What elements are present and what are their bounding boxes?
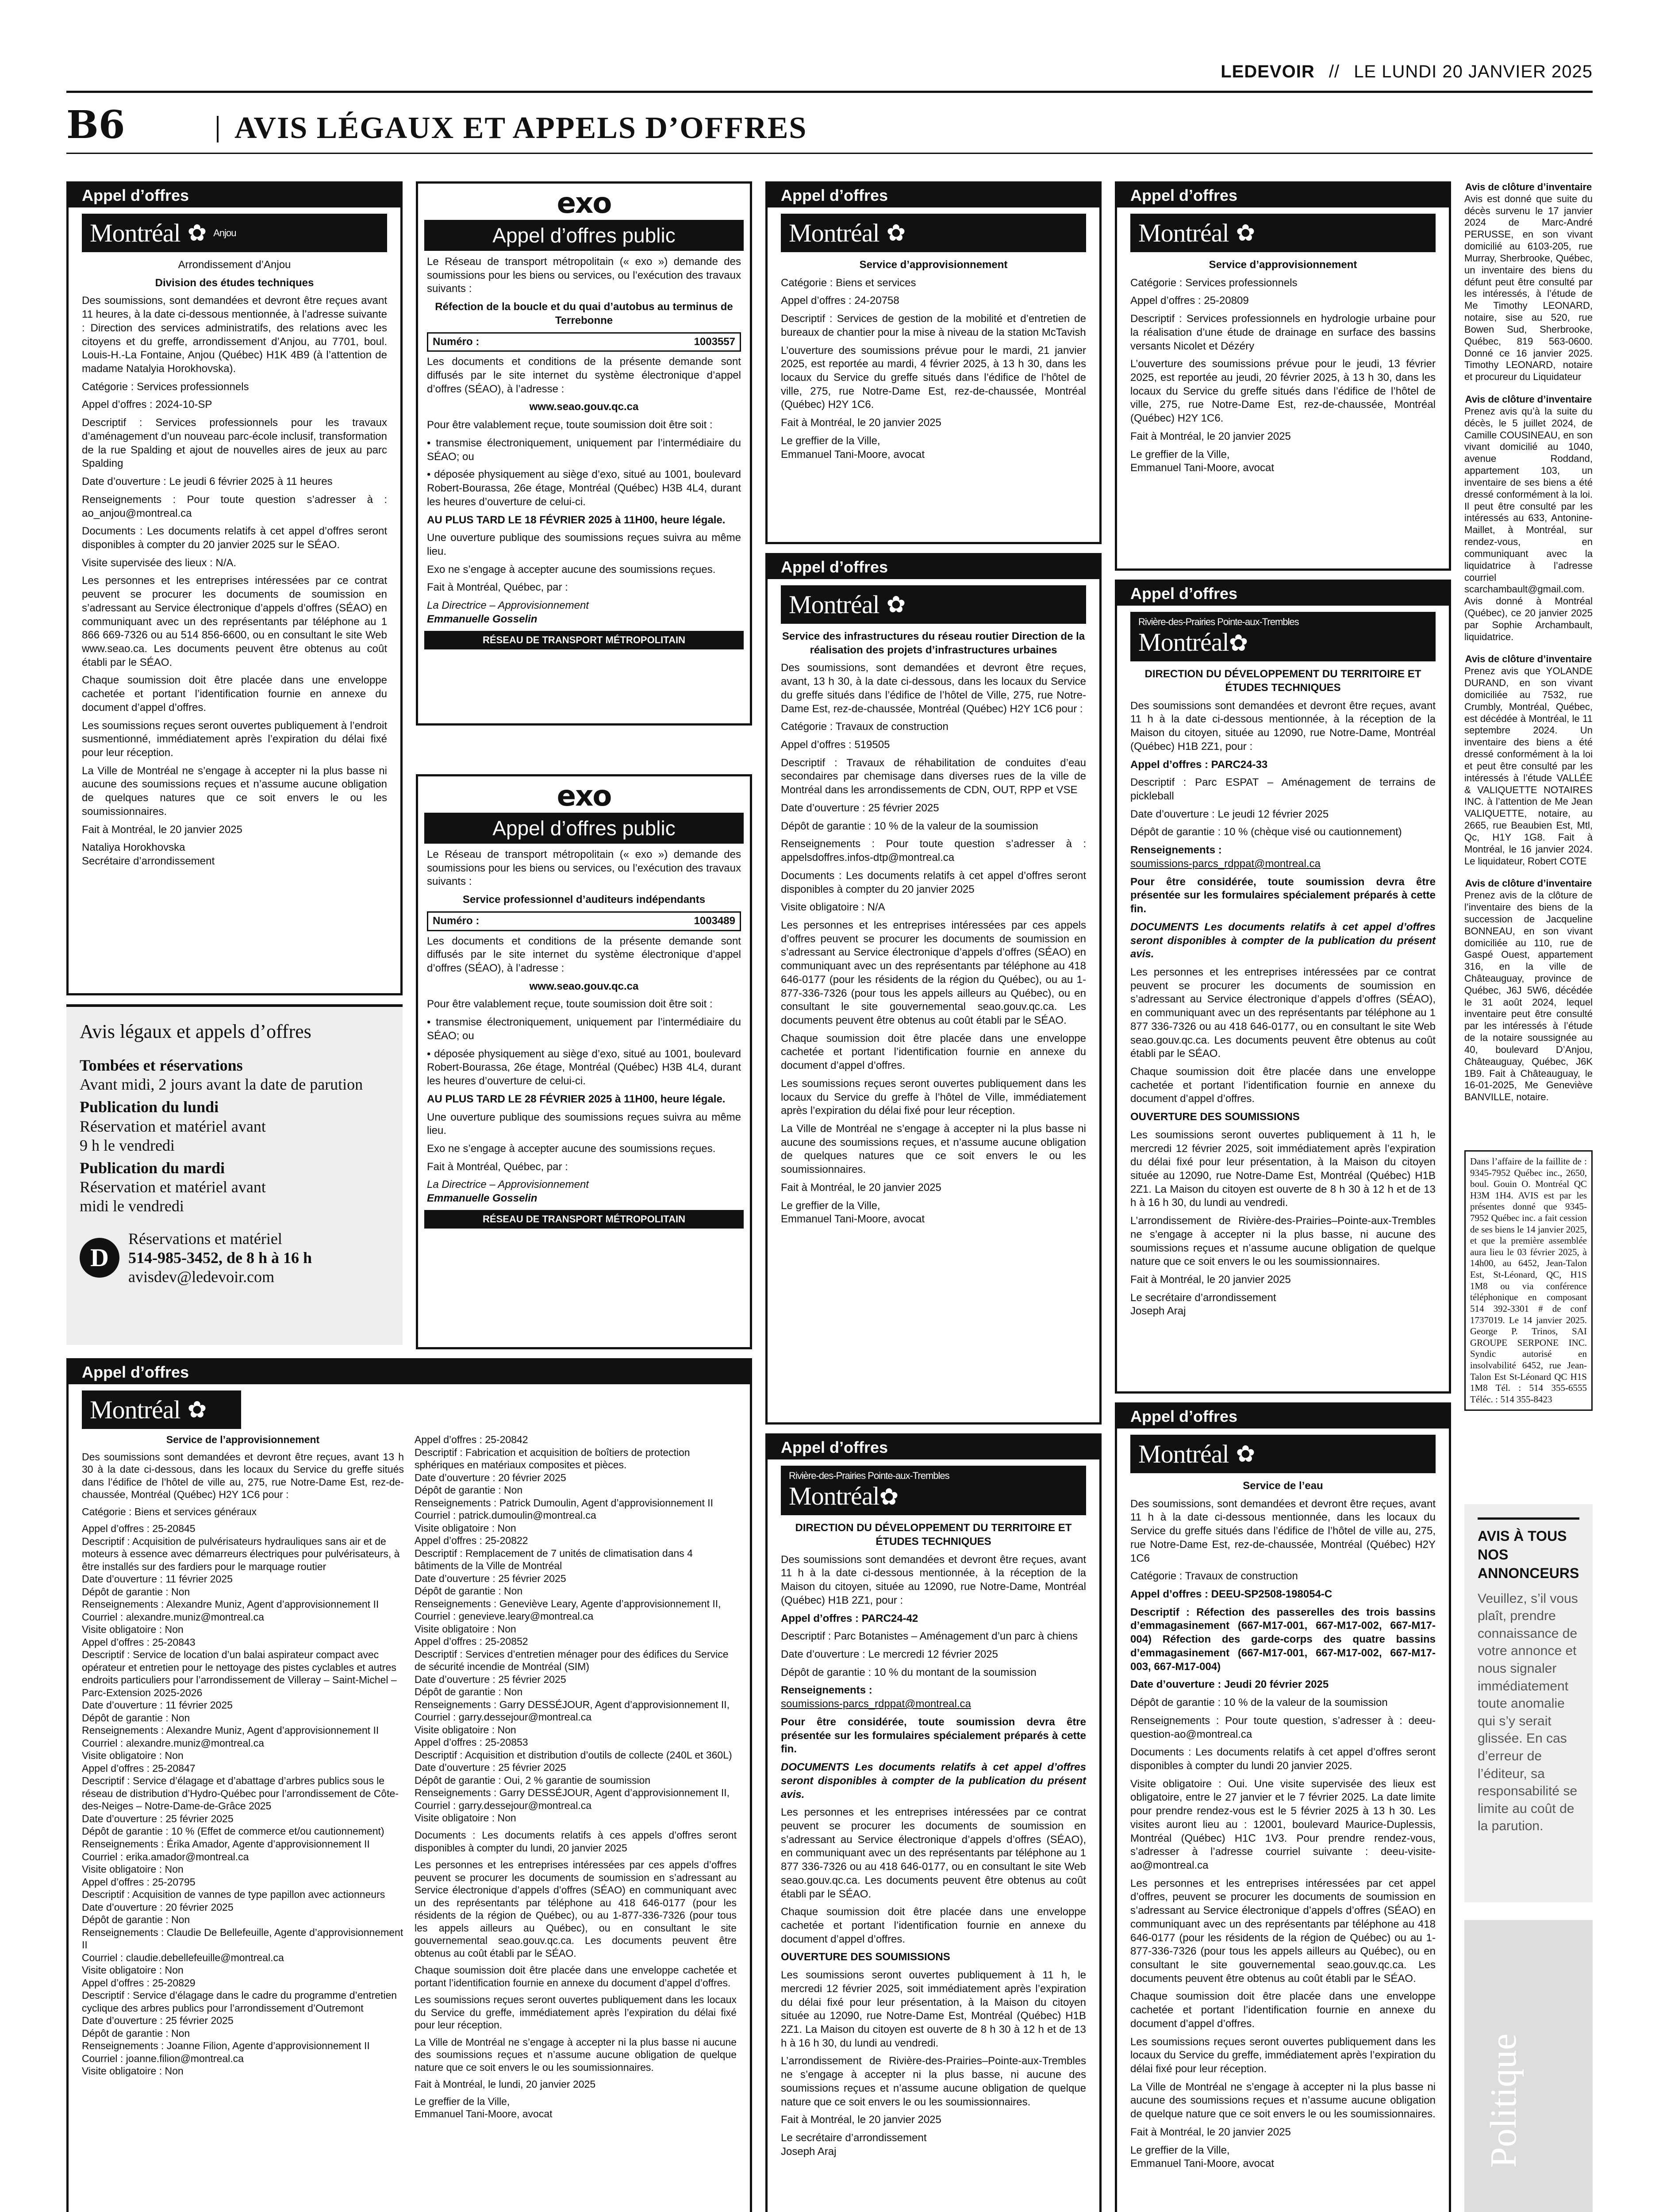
number-label: Numéro : [433, 335, 480, 348]
info: Renseignements : Pour toute question s’adresser à : appelsdoffres.infos-dtp@montreal.ca [781, 838, 1086, 864]
tender-number: Appel d’offres : 2024-10-SP [82, 399, 212, 411]
paragraph: Les personnes et les entreprises intéressées par ces appels d’offres peuvent se procurer les documents de soumission en s’adressant au Service électronique d’appels d’offres (SÉAO) en communiquant avec un des représentants par téléphone au 418 646-0177 (pour les résidents de la région du Québec), ou au 1-877-336-7326 (pour tous les appels ailleurs au Québec), ou en consultant le site gouvernemental seao.gouv.qc.ca. Les documents peuvent être obtenus au coût établi par le SÉAO. [781, 919, 1086, 1026]
montreal-logo [82, 1390, 241, 1429]
paragraph: Chaque soumission doit être placée dans une enveloppe cachetée et portant l’identification fournie en annexe du document d’appel d’offres. [82, 674, 387, 714]
signature-title: Le greffier de la Ville, [415, 2095, 510, 2107]
side-notice-title: Avis de clôture d’inventaire [1465, 653, 1592, 665]
documents: DOCUMENTS Les documents relatifs à cet appel d’offres seront disponibles à compter de la publication du présent avis. [781, 1761, 1086, 1801]
paragraph: Les soumissions reçues seront ouvertes publiquement dans les locaux du Service du greffe, immédiatement après l’expiration du délai fixé pour leur réception. [415, 1994, 737, 2031]
promo-phone[interactable]: 514-985-3452, de 8 h à 16 h [128, 1248, 312, 1267]
tender-list-left: Appel d’offres : 25-20845 Descriptif : Acquisition de pulvérisateurs hydrauliques sans air et de moteurs à essence avec démarreurs électriques pour pulvérisateurs, à être installés sur des fardiers pour le marquage routier Date d’ouverture : 11 février 2025 Dépôt de garantie : Non Renseignements : Alexandre Muniz, Agent d’approvisionnement II Courriel : alexandre.muniz@montreal.ca Visite obligatoire : Non Appel d’offres : 25-20843 Descriptif : Service de location d’un balai aspirateur compact avec opérateur et entretien pour le nettoyage des pistes cyclables et autres endroits particuliers pour l’arrondissement de Villeray – Saint-Michel – Parc-Extension 2025-2026 Date d’ouverture : 11 février 2025 Dépôt de garantie : Non Renseignements : Alexandre Muniz, Agent d’approvisionnement II Courriel : alexandre.muniz@montreal.ca Visite obligatoire : Non Appel d’offres : 25-20847 Descriptif : Service d’élagage et d’abattage d’arbres publics sous le réseau de distribution d’Hydro-Québec pour l’arrondissement de Côte-des-Neiges – Notre-Dame-de-Grâce 2025 Date d’ouverture : 25 février 2025 Dépôt de garantie : 10 % (Effet de commerce et/ou cautionnement) Renseignements : Érika Amador, Agente d’approvisionnement II Courriel : erika.amador@montreal.ca Visite obligatoire : Non Appel d’offres : 25-20795 Descriptif : Acquisition de vannes de type papillon avec actionneurs Date d’ouverture : 20 février 2025 Dépôt de garantie : Non Renseignements : Claudie De Bellefeuille, Agente d’approvisionnement II Courriel : claudie.debellefeuille@montreal.ca Visite obligatoire : Non Appel d’offres : 25-20829 Descriptif : Service d’élagage dans le cadre du programme d’entretien cyclique des arbres publics pour l’arrondissement d’Outremont Date d’ouverture : 25 février 2025 Dépôt de garantie : Non Renseignements : Joanne Filion, Agente d’approvisionnement II Courriel : joanne.filion@montreal.ca Visite obligatoire : Non [82, 1523, 403, 2077]
subject: Réfection de la boucle et du quai d’autobus au terminus de Terrebonne [435, 301, 733, 326]
paragraph: Chaque soumission doit être placée dans une enveloppe cachetée et portant l’identification fournie en annexe du document d’appel d’offres. [781, 1906, 1086, 1945]
promo-line: Tombées et réservations [80, 1056, 243, 1074]
side-notice-text: Prenez avis de la clôture de l’inventaire des biens de la succession de Jacqueline BONNEAU, en son vivant domiciliée au 110, rue de Gaspé Ouest, appartement 316, en la ville de Châteauguay, province de Québec, J6J 5W6, décédée le 31 août 2024, lequel inventaire peut être consulté par les intéressés à l’étude de la notaire soussignée au 40, boulevard D’Anjou, Châteauguay, Québec, J6K 1B9. Fait à Châteauguay, le 16-01-2025, Me Geneviève BANVILLE, notaire. [1464, 890, 1593, 1103]
paragraph: Les soumissions seront ouvertes publiquement à 11 h, le mercredi 12 février 2025, soit immédiatement après l’expiration du délai fixé pour leur présentation, à la Maison du citoyen située au 12090, rue Notre-Dame Est, Montréal (Québec) H1B 2Z1. La Maison du citoyen est ouverte de 8 h 30 à 12 h et de 13 h à 16 h 30, du lundi au vendredi. [781, 1969, 1086, 2049]
intro: Des soumissions sont demandées et devront être reçues, avant 11 h à la date ci-dessous mentionnée, à la réception de la Maison du citoyen, située au 12090, rue Notre-Dame, Montréal (Québec) H1B 2Z1, pour : [1130, 699, 1436, 753]
signature-name: Emmanuel Tani-Moore, avocat [1130, 2158, 1275, 2170]
opening-heading: OUVERTURE DES SOUMISSIONS [781, 1951, 950, 1963]
tender-number: Appel d’offres : PARC24-42 [781, 1612, 918, 1624]
service: Service de l’approvisionnement [166, 1434, 320, 1445]
signature-name: Emmanuel Tani-Moore, avocat [1130, 462, 1275, 474]
promo-line: Avant midi, 2 jours avant la date de parution [80, 1075, 363, 1094]
description: Descriptif : Parc ESPAT – Aménagement de terrains de pickleball [1130, 776, 1436, 803]
section-divider [217, 116, 219, 142]
opening-date: Date d’ouverture : Le jeudi 6 février 2025 à 11 heures [82, 476, 333, 488]
site-visit: Visite supervisée des lieux : N/A. [82, 557, 237, 569]
paragraph: Chaque soumission doit être placée dans une enveloppe cachetée et portant l’identification fournie en annexe du document d’appel d’offres. [1130, 1990, 1436, 2030]
masthead [66, 62, 1593, 88]
service: Service d’approvisionnement [1209, 259, 1357, 271]
paragraph: Les soumissions seront ouvertes publiquement à 11 h, le mercredi 12 février 2025, soit immédiatement après l’expiration du délai fixé pour leur présentation, à la Maison du citoyen située au 12090, rue Notre-Dame Est, Montréal (Québec) H1B 2Z1. La Maison du citoyen est ouverte de 8 h 30 à 12 h et de 13 h à 16 h 30, du lundi au vendredi. [1130, 1129, 1436, 1209]
description: Descriptif : Services de gestion de la mobilité et d’entretien de bureaux de chantier pour la mise à niveau de la station McTavish [781, 313, 1086, 338]
logo-sub: Rivière-des-Prairies Pointe-aux-Trembles [789, 1470, 949, 1481]
montreal-wordmark: Montréal [90, 1395, 180, 1424]
category: Catégorie : Travaux de construction [1130, 1570, 1298, 1582]
montreal-anjou-logo [82, 214, 387, 252]
paragraph: Pour être valablement reçue, toute soumission doit être soit : [427, 419, 713, 431]
side-notice-text: Prenez avis que YOLANDE DURAND, en son vivant domiciliée au 7532, rue Crumbly, Montréal, Québec, est décédée à Montréal, le 11 septembre 2024. Un inventaire des biens a été dressé conformément à la loi et peut être consulté par les intéressés à l’étude VALLÉE & VALIQUETTE NOTAIRES INC. à l’attention de Me Jean VALIQUETTE, notaire, au 2665, rue Beaubien Est, Mtl, Qc, H1Y 1G8. Fait à Montréal, le 16 janvier 2024. Le liquidateur, Robert COTE [1464, 665, 1593, 867]
category: Catégorie : Travaux de construction [781, 721, 949, 733]
montreal-flower-icon: ✿ [886, 220, 906, 246]
parc-chiens-notice [765, 1433, 1102, 2212]
signed-by: Fait à Montréal, Québec, par : [427, 581, 568, 594]
montreal-wordmark: Montréal [789, 219, 879, 247]
promo-line: Publication du lundi [80, 1098, 219, 1116]
guarantee: Dépôt de garantie : 10 % de la valeur de la soumission [781, 820, 1038, 832]
side-notices [1464, 181, 1593, 1103]
signature-name: Emmanuelle Gosselin [427, 1192, 538, 1205]
site-visit: Visite obligatoire : Oui. Une visite supervisée des lieux est obligatoire, entre le 27 janvier et le 7 février 2025. La date limite pour prendre rendez-vous est le 5 février 2025 à 13 h 30. Les visites auront lieu au : 12001, boulevard Maurice-Duplessis, Montréal (Québec) H1C 1V3. Pour prendre rendez-vous, s’adresser à l’adresse courriel suivante : deeu-visite-ao@montreal.ca [1130, 1778, 1436, 1871]
bullet: • déposée physiquement au siège d’exo, situé au 1001, boulevard Robert-Bourassa, 26e étage, Montréal (Québec) H3B 4L4, durant les heures d’ouverture de celui-ci. [427, 1048, 741, 1087]
promo-line: Réservation et matériel avant [80, 1117, 266, 1135]
warning: Pour être considérée, toute soumission devra être présentée sur les formulaires spécialement préparés à cette fin. [781, 1716, 1086, 1755]
paragraph: Les personnes et les entreprises intéressées par ce contrat peuvent se procurer les documents de soumission en s’adressant au Service électronique d’appels d’offres (SÉAO), en communiquant avec un des représentants par téléphone au 1 877 336-7326 ou au 418 646-0177, ou en consultant le site Web seao.gouv.qc.ca. Les documents peuvent être obtenus au coût établi par le SÉAO. [781, 1806, 1086, 1900]
description: Descriptif : Parc Botanistes – Aménagement d’un parc à chiens [781, 1630, 1078, 1643]
deadline: AU PLUS TARD LE 28 FÉVRIER 2025 à 11H00, heure légale. [427, 1093, 726, 1105]
opening-date: Date d’ouverture : 25 février 2025 [781, 802, 939, 814]
notice-header: Appel d’offres [768, 555, 1099, 579]
montreal-flower-icon: ✿ [886, 592, 906, 618]
direction: DIRECTION DU DÉVELOPPEMENT DU TERRITOIRE ET ÉTUDES TECHNIQUES [1144, 668, 1421, 694]
paragraph: L’arrondissement de Rivière-des-Prairies–Pointe-aux-Trembles ne s’engage à accepter ni la plus basse, ni aucune des soumissions reçues et n’assume aucune obligation de quelque nature que ce soit envers le ou les soumissionnaires. [1130, 1215, 1436, 1268]
documents: Documents : Les documents relatifs à ces appels d’offres seront disponibles à compter du lundi, 20 janvier 2025 [415, 1829, 737, 1854]
signature-name: Emmanuelle Gosselin [427, 613, 538, 625]
documents: Documents : Les documents relatifs à cet appel d’offres seront disponibles à compter du 20 janvier 2025 [781, 869, 1086, 895]
signed-date: Fait à Montréal, le 20 janvier 2025 [781, 417, 941, 429]
info: Renseignements : [1130, 844, 1222, 856]
notice-header: Appel d’offres [1117, 184, 1449, 207]
number-value: 1003489 [694, 914, 735, 927]
mctavish-notice [765, 181, 1102, 544]
tender-number: Appel d’offres : 24-20758 [781, 295, 899, 307]
paragraph: Les documents et conditions de la présente demande sont diffusés par le site internet du système électronique d’appel d’offres (SÉAO), à l’adresse : [427, 356, 741, 395]
montreal-wordmark: Montréal [90, 219, 180, 247]
paragraph: Pour être valablement reçue, toute soumission doit être soit : [427, 998, 713, 1010]
signature-title: Le greffier de la Ville, [1130, 2144, 1230, 2156]
tender-number: Appel d’offres : 519505 [781, 739, 890, 751]
paragraph: Chaque soumission doit être placée dans une enveloppe cachetée et portant l’identification fournie en annexe du document d’appel d’offres. [415, 1964, 737, 1989]
tender-number-row [427, 911, 741, 931]
number-value: 1003557 [694, 335, 735, 348]
paragraph: Les soumissions reçues seront ouvertes publiquement dans les locaux du Service du greffe, immédiatement après l’expiration du délai fixé pour leur réception. [1130, 2035, 1436, 2075]
deadline: AU PLUS TARD LE 18 FÉVRIER 2025 à 11H00, heure légale. [427, 514, 726, 526]
info-email[interactable]: soumissions-parcs_rdppat@montreal.ca [781, 1698, 971, 1710]
exo-footer: RÉSEAU DE TRANSPORT MÉTROPOLITAIN [424, 1210, 744, 1229]
signature-name: Emmanuel Tani-Moore, avocat [415, 2108, 553, 2120]
paragraph: La Ville de Montréal ne s’engage à accepter ni la plus basse ni aucune des soumissions reçues et n’assume aucune obligation de quelque nature que ce soit envers le ou les soumissionnaires. [1130, 2081, 1436, 2120]
service: Service de l’eau [1243, 1480, 1323, 1492]
paragraph: Les personnes et les entreprises intéressées par cet appel d’offres, peuvent se procurer les documents de soumission en s’adressant au Service électronique d’appels d’offres (SÉAO) en communiquant avec un des représentants par téléphone au 418 646-0177 (pour les résidents de la région de Québec) ou au 1-877-336-7326 (pour tous les appels ailleurs au Québec), ou en consultant le site gouvernemental seao.gouv.qc.ca. Les documents peuvent être obtenus au coût établi par le SÉAO. [1130, 1877, 1436, 1985]
paragraph: Les documents et conditions de la présente demande sont diffusés par le site internet du système électronique d’appel d’offres (SÉAO), à l’adresse : [427, 935, 741, 975]
montreal-wordmark: Montréal [789, 1482, 879, 1511]
signature-name: Joseph Araj [781, 2145, 837, 2158]
brand-devoir: DEVOIR [1244, 62, 1315, 81]
approvisionnement-notice [66, 1358, 752, 2212]
opening-heading: OUVERTURE DES SOUMISSIONS [1130, 1111, 1300, 1123]
promo-line: Réservation et matériel avant [80, 1178, 266, 1196]
paragraph: Les soumissions reçues seront ouvertes publiquement à l’endroit susmentionné, immédiatement après l’expiration du délai fixé pour leur réception. [82, 719, 387, 759]
subject: Service professionnel d’auditeurs indépendants [462, 894, 706, 906]
paragraph: La Ville de Montréal ne s’engage à accepter ni la plus basse ni aucune des soumissions reçues, et n’assume aucune obligation de quelques natures que ce soit envers le ou les soumissionnaires. [781, 1123, 1086, 1176]
exo-logo: exo [557, 187, 611, 220]
tender-number: Appel d’offres : DEEU-SP2508-198054-C [1130, 1588, 1333, 1601]
side-notice-text: Avis est donné que suite du décès survenu le 17 janvier 2024 de Marc-André PERUSSE, en son vivant domicilié au 6103-205, rue Murray, Sherbrooke, Québec, un inventaire des biens du défunt peut être consulté par les intéressés, à l’étude de Me Timothy LEONARD, notaire, sise au 520, rue Bowen Sud, Sherbrooke, Québec, 819 563-0600. Donné ce 16 janvier 2025. Timothy LEONARD, notaire et procureur du Liquidateur [1464, 193, 1593, 383]
opening-date: Date d’ouverture : Le mercredi 12 février 2025 [781, 1648, 998, 1661]
promo-email[interactable]: avisdev@ledevoir.com [128, 1267, 275, 1286]
politique-promo[interactable] [1464, 1920, 1593, 2212]
division: Division des études techniques [155, 276, 314, 289]
signature-name: Nataliya Horokhovska [82, 841, 185, 854]
montreal-flower-icon: ✿ [1229, 631, 1248, 657]
title-rule [66, 153, 1593, 154]
opening-date: Date d’ouverture : Le jeudi 12 février 2025 [1130, 808, 1329, 820]
category: Catégorie : Services professionnels [82, 380, 249, 393]
info: Renseignements : [781, 1684, 872, 1697]
postponement: L’ouverture des soumissions prévue pour le mardi, 21 janvier 2025, est reportée au mardi, 4 février 2025, à 13 h 30, dans les locaux du Service du greffe situés dans l’édifice de l’hôtel de ville, 275, rue Notre-Dame Est, rez-de-chaussée, Montréal (Québec) H2Y 1C6. [781, 344, 1086, 411]
notice-header: Appel d’offres [69, 1360, 750, 1384]
seao-url[interactable]: www.seao.gouv.qc.ca [529, 980, 639, 992]
signature-name: Joseph Araj [1130, 1305, 1186, 1317]
intro: Le Réseau de transport métropolitain (« exo ») demande des soumissions pour les biens ou services, ou l’exécution des travaux suivants : [427, 849, 741, 888]
guarantee: Dépôt de garantie : 10 % du montant de la soumission [781, 1666, 1037, 1678]
signed-date: Fait à Montréal, le 20 janvier 2025 [1130, 430, 1291, 442]
signature-title: La Directrice – Approvisionnement [427, 1179, 589, 1191]
intro: Des soumissions, sont demandées et devront être reçues, avant 11 h à la date ci-dessous mentionnée, dans les locaux du Service du greffe situés dans l’édifice de l’hôtel de ville au, 275, rue Notre-Dame Est, rez-de-chaussée, Montréal (Québec) H2Y 1C6 [1130, 1498, 1436, 1564]
intro: Des soumissions, sont demandées et devront être reçues, avant, 13 h 30, à la date ci-dessous, dans les locaux du Service du greffe situés dans l’édifice de l’hôtel de Ville, 275, rue Notre-Dame Est, rez-de-chaussée, Montréal (Québec) H2Y 1C6 pour : [781, 662, 1086, 715]
opening-date: Date d’ouverture : Jeudi 20 février 2025 [1130, 1678, 1329, 1691]
paragraph: Chaque soumission doit être placée dans une enveloppe cachetée et portant l’identification fournie en annexe du document d’appel d’offres. [1130, 1065, 1436, 1105]
documents: DOCUMENTS Les documents relatifs à cet appel d’offres seront disponibles à compter de la publication du présent avis. [1130, 921, 1436, 960]
promo-line: 9 h le vendredi [80, 1136, 175, 1154]
paragraph: La Ville de Montréal ne s’engage à accepter ni la plus basse ni aucune des soumissions reçues et n’assume aucune obligation de quelques natures que ce soit envers le ou les soumissionnaires. [82, 764, 387, 818]
signature-title: Secrétaire d’arrondissement [82, 855, 215, 868]
logo-sub: Rivière-des-Prairies Pointe-aux-Trembles [1138, 616, 1299, 627]
paragraph: Chaque soumission doit être placée dans une enveloppe cachetée et portant l’identification fournie en annexe du document d’appel d’offres. [781, 1032, 1086, 1072]
service: Service des infrastructures du réseau routier Direction de la réalisation des projets d’infrastructures urbaines [782, 630, 1085, 656]
info-email[interactable]: soumissions-parcs_rdppat@montreal.ca [1130, 857, 1321, 870]
paragraph: Les personnes et les entreprises intéressées par ce contrat peuvent se procurer les documents de soumission en s’adressant au Service électronique d’appels d’offres (SÉAO), en communiquant avec un des représentants par téléphone au 1 877 336-7326 ou au 418 646-0177, ou en consultant le site Web seao.gouv.qc.ca. Les documents peuvent être obtenus au coût établi par le SÉAO. [1130, 966, 1436, 1060]
description: Descriptif : Travaux de réhabilitation de conduites d’eau secondaires par chemisage dans diverses rues de la ville de Montréal dans les arrondissements de CDN, OUT, RPP et VSE [781, 757, 1086, 796]
number-label: Numéro : [433, 914, 480, 927]
masthead-sep: // [1329, 62, 1340, 81]
intro: Des soumissions sont demandées et devront être reçues, avant 13 h 30 à la date ci-dessous, dans les locaux du Service du greffe situés dans l’édifice de l’hôtel de ville au, 275, rue Notre-Dame Est, rez-de-chaussée, Montréal (Québec) H2Y 1C6 pour : [82, 1451, 404, 1501]
montreal-logo [1130, 1435, 1436, 1473]
montreal-flower-icon: ✿ [1236, 220, 1255, 246]
side-notice-text: Prenez avis qu’à la suite du décès, le 5 juillet 2024, de Camille COUSINEAU, en son vivant domicilié au 1040, avenue Roddand, appartement 103, un inventaire de ses biens a été dressé conformément à la loi. Il peut être consulté par les intéressés au 633, Antonine-Maillet, à Montréal, sur rendez-vous, en communiquant avec la liquidatrice à l’adresse courriel scarchambault@gmail.com. Avis donné à Montréal (Québec), ce 20 janvier 2025 par Sophie Archambault, liquidatrice. [1464, 405, 1593, 642]
exo-footer: RÉSEAU DE TRANSPORT MÉTROPOLITAIN [424, 631, 744, 649]
montreal-rdp-pat-logo [1130, 612, 1436, 661]
notice-header: Appel d’offres [1117, 1405, 1449, 1429]
montreal-logo [781, 214, 1086, 252]
guarantee: Dépôt de garantie : 10 % de la valeur de la soumission [1130, 1697, 1388, 1709]
bullet: • transmise électroniquement, uniquement par l’intermédiaire du SÉAO; ou [427, 437, 741, 463]
montreal-flower-icon: ✿ [187, 220, 207, 246]
paragraph: Une ouverture publique des soumissions reçues suivra au même lieu. [427, 1111, 741, 1137]
signed-date: Fait à Montréal, le 20 janvier 2025 [1130, 1274, 1291, 1286]
signature-title: Le greffier de la Ville, [781, 434, 880, 447]
exo-notice-2 [416, 774, 752, 1349]
paragraph: Une ouverture publique des soumissions reçues suivra au même lieu. [427, 532, 741, 557]
tender-number: Appel d’offres : PARC24-33 [1130, 758, 1268, 771]
politique-label: Politique [1483, 2033, 1524, 2168]
paragraph: Exo ne s’engage à accepter aucune des soumissions reçues. [427, 563, 716, 576]
service: Service d’approvisionnement [859, 259, 1008, 271]
paragraph: Exo ne s’engage à accepter aucune des soumissions reçues. [427, 1142, 716, 1155]
paragraph: La Ville de Montréal ne s’engage à accepter ni la plus basse ni aucune des soumissions reçues et n’assume aucune obligation de quelque nature que ce soit envers le ou les soumissionnaires. [415, 2036, 737, 2073]
montreal-flower-icon: ✿ [1236, 1441, 1255, 1467]
notice-header: Appel d’offres [768, 184, 1099, 207]
intro: Des soumissions sont demandées et devront être reçues, avant 11 h à la date ci-dessous mentionnée, à la réception de la Maison du citoyen, située au 12090, rue Notre-Dame, Montréal (Québec) H1B 2Z1, pour : [781, 1553, 1086, 1606]
paragraph: Les personnes et les entreprises intéressées par ce contrat peuvent se procurer les documents de soumission en s’adressant au Service électronique d’appels d’offres (SÉAO) en communiquant avec un des représentants par téléphone au 1 866 669-7326 ou au 514 856-6600, ou en consultant le site Web www.seao.ca. Les documents peuvent être obtenus au coût établi par le SÉAO. [82, 575, 387, 668]
logo-sub: Anjou [213, 227, 236, 238]
exo-notice-1 [416, 181, 752, 726]
description: Descriptif : Services professionnels en hydrologie urbaine pour la réalisation d’une étude de drainage en surface des bassins versants Nicolet et Dézéry [1130, 313, 1436, 352]
exo-logo: exo [557, 780, 611, 813]
signature-title: Le secrétaire d’arrondissement [1130, 1291, 1276, 1304]
ledevoir-d-logo: D [80, 1238, 119, 1278]
intro: Des soumissions, sont demandées et devront être reçues avant 11 heures, à la date ci-dessous mentionnée, à l’adresse suivante : Direction des services administratifs, des relations avec les citoyens et du greffe, arrondissement d’Anjou, au 7701, boul. Louis-H.-La Fontaine, Anjou (Québec) H1K 4B9 (à l’attention de madame Natalyia Horokhovska). [82, 295, 387, 375]
exo-title: Appel d’offres public [424, 220, 744, 251]
brand-le: LE [1221, 62, 1244, 81]
category: Catégorie : Biens et services [781, 276, 916, 289]
info: Renseignements : Pour toute question s’adresser à : ao_anjou@montreal.ca [82, 493, 387, 519]
documents: Documents : Les documents relatifs à cet appel d’offres seront disponibles à compter du 20 janvier 2025 sur le SÉAO. [82, 525, 387, 551]
montreal-wordmark: Montréal [1138, 219, 1229, 247]
tender-number: Appel d’offres : 25-20809 [1130, 295, 1249, 307]
montreal-flower-icon: ✿ [187, 1397, 207, 1423]
anjou-notice [66, 181, 403, 995]
exo-title: Appel d’offres public [424, 813, 744, 844]
category: Catégorie : Services professionnels [1130, 276, 1298, 289]
advertiser-notice-text: Veuillez, s’il vous plaît, prendre connaissance de votre annonce et nous signaler immédiatement toute anomalie qui s’y serait glissée. En cas d’erreur de l’éditeur, sa responsabilité se limite au coût de la parution. [1478, 1591, 1578, 1834]
signed-date: Fait à Montréal, le 20 janvier 2025 [781, 2114, 941, 2126]
page-number: B6 [66, 103, 125, 147]
paragraph: L’arrondissement de Rivière-des-Prairies–Pointe-aux-Trembles ne s’engage à accepter ni la plus basse, ni aucune des soumissions reçues et n’assume aucune obligation de quelque nature que ce soit envers le ou les soumissionnaires. [781, 2055, 1086, 2108]
category: Catégorie : Biens et services généraux [82, 1505, 257, 1517]
advertiser-notice-title: AVIS À TOUS NOS ANNONCEURS [1478, 1517, 1579, 1583]
signature-title: La Directrice – Approvisionnement [427, 599, 589, 612]
pickleball-notice [1115, 580, 1451, 1394]
masthead-date: LE LUNDI 20 JANVIER 2025 [1354, 62, 1593, 81]
description: Descriptif : Réfection des passerelles des trois bassins d’emmagasinement (667-M17-001, 667-M17-002, 667-M17-004) Réfection des garde-corps des quatre bassins d’emmagasinement (667-M17-001, 667-M17-002, 667-M17-003, 667-M17-004) [1130, 1606, 1436, 1673]
signed-date: Fait à Montréal, le 20 janvier 2025 [781, 1181, 941, 1194]
signature-title: Le secrétaire d’arrondissement [781, 2132, 927, 2144]
montreal-rdp-pat-logo [781, 1466, 1086, 1515]
signature-title: Le greffier de la Ville, [781, 1199, 880, 1212]
side-notice-title: Avis de clôture d’inventaire [1465, 394, 1592, 405]
site-visit: Visite obligatoire : N/A [781, 901, 885, 914]
warning: Pour être considérée, toute soumission devra être présentée sur les formulaires spécialement préparés à cette fin. [1130, 876, 1436, 915]
advertiser-notice [1464, 1504, 1593, 1902]
bankruptcy-notice [1464, 1150, 1593, 1411]
montreal-logo [1130, 214, 1436, 252]
guarantee: Dépôt de garantie : 10 % (chèque visé ou cautionnement) [1130, 826, 1402, 838]
montreal-wordmark: Montréal [789, 590, 879, 619]
tender-list-right: Appel d’offres : 25-20842 Descriptif : Fabrication et acquisition de boîtiers de protection sphériques en matériaux composites et pièces. Date d’ouverture : 20 février 2025 Dépôt de garantie : Non Renseignements : Patrick Dumoulin, Agent d’approvisionnement II Courriel : patrick.dumoulin@montreal.ca Visite obligatoire : Non Appel d’offres : 25-20822 Descriptif : Remplacement de 7 unités de climatisation dans 4 bâtiments de la Ville de Montréal Date d’ouverture : 25 février 2025 Dépôt de garantie : Non Renseignements : Geneviève Leary, Agente d’approvisionnement II, Courriel : genevieve.leary@montreal.ca Visite obligatoire : Non Appel d’offres : 25-20852 Descriptif : Services d’entretien ménager pour des édifices du Service de sécurité incendie de Montréal (SIM) Date d’ouverture : 25 février 2025 Dépôt de garantie : Non Renseignements : Garry DESSÉJOUR, Agent d’approvisionnement II, Courriel : garry.dessejour@montreal.ca Visite obligatoire : Non Appel d’offres : 25-20853 Descriptif : Acquisition et distribution d’outils de collecte (240L et 360L) Date d’ouverture : 25 février 2025 Dépôt de garantie : Oui, 2 % garantie de soumission Renseignements : Garry DESSÉJOUR, Agent d’approvisionnement II, Courriel : garry.dessejour@montreal.ca Visite obligatoire : Non [415, 1434, 732, 1824]
signed-date: Fait à Montréal, le 20 janvier 2025 [82, 823, 242, 836]
direction: DIRECTION DU DÉVELOPPEMENT DU TERRITOIRE ET ÉTUDES TECHNIQUES [795, 1522, 1072, 1548]
signed-date: Fait à Montréal, le lundi, 20 janvier 2025 [415, 2078, 596, 2090]
service-eau-notice [1115, 1402, 1451, 2212]
promo-reservation: Réservations et matériel [128, 1229, 282, 1248]
intro: Le Réseau de transport métropolitain (« exo ») demande des soumissions pour les biens ou services, ou l’exécution des travaux suivants : [427, 256, 741, 295]
signed-date: Fait à Montréal, le 20 janvier 2025 [1130, 2126, 1291, 2138]
montreal-wordmark: Montréal [1138, 1440, 1229, 1468]
notice-header: Appel d’offres [1117, 582, 1449, 606]
description: Descriptif : Services professionnels pour les travaux d’aménagement d’un nouveau parc-école inclusif, transformation de la rue Spalding et ajout de nouvelles aires de jeux au parc Spalding [82, 417, 387, 470]
promo-line: Publication du mardi [80, 1159, 225, 1177]
side-notice-title: Avis de clôture d’inventaire [1465, 878, 1592, 889]
seao-url[interactable]: www.seao.gouv.qc.ca [529, 401, 639, 413]
bullet: • déposée physiquement au siège d’exo, situé au 1001, boulevard Robert-Bourassa, 26e étage, Montréal (Québec) H3B 4L4, durant les heures d’ouverture de celui-ci. [427, 469, 741, 508]
montreal-flower-icon: ✿ [879, 1485, 899, 1510]
section-title: AVIS LÉGAUX ET APPELS D’OFFRES [234, 111, 807, 145]
legal-notices-promo [66, 1004, 403, 1345]
montreal-wordmark: Montréal [1138, 628, 1229, 657]
bullet: • transmise électroniquement, uniquement par l’intermédiaire du SÉAO; ou [427, 1016, 741, 1042]
signature-title: Le greffier de la Ville, [1130, 448, 1230, 461]
promo-line: midi le vendredi [80, 1197, 184, 1215]
postponement: L’ouverture des soumissions prévue pour le jeudi, 13 février 2025, est reportée au jeudi, 20 février 2025, à 13 h 30, dans les locaux du Service du greffe situés dans l’édifice de l’hôtel de ville, 275, rue Notre-Dame Est, rez-de-chaussée, Montréal (Québec) H2Y 1C6. [1130, 358, 1436, 425]
signature-name: Emmanuel Tani-Moore, avocat [781, 1213, 925, 1225]
documents: Documents : Les documents relatifs à cet appel d’offres seront disponibles à compter du lundi 20 janvier 2025. [1130, 1746, 1436, 1772]
notice-header: Appel d’offres [768, 1436, 1099, 1459]
paragraph: Les soumissions reçues seront ouvertes publiquement dans les locaux du Service du greffe à l’hôtel de Ville, immédiatement après l’expiration du délai fixé pour leur réception. [781, 1077, 1086, 1117]
signed-by: Fait à Montréal, Québec, par : [427, 1160, 568, 1173]
infrastructures-notice [765, 553, 1102, 1425]
tender-number-row [427, 332, 741, 352]
info: Renseignements : Pour toute question, s’adresser à : deeu-question-ao@montreal.ca [1130, 1714, 1436, 1740]
bankruptcy-text: Dans l’affaire de la faillite de : 9345-7952 Québec inc., 2650, boul. Gouin O. Montréal QC H3M 1H4. AVIS est par les présentes donné que 9345-7952 Québec inc. a fait cession de ses biens le 14 janvier 2025, et que la première assemblée aura lieu le 03 février 2025, à 14h00, au 6452, Jean-Talon Est, St-Léonard, QC, H1S 1M8 ou via conférence téléphonique en composant 514 392-3301 # de conf 1737019. Le 14 janvier 2025. George P. Trinos, SAI GROUPE SERPONE INC. Syndic autorisé en insolvabilité 6452, rue Jean-Talon Est St-Léonard QC H1S 1M8 Tél. : 514 355-6555 Téléc. : 514 355-8423 [1470, 1156, 1587, 1405]
notice-header: Appel d’offres [69, 184, 400, 207]
hydrologie-notice [1115, 181, 1451, 571]
org: Arrondissement d’Anjou [178, 259, 291, 271]
montreal-logo [781, 585, 1086, 624]
paragraph: Les personnes et les entreprises intéressées par ces appels d’offres peuvent se procurer les documents de soumission en s’adressant au Service électronique d’appels d’offres (SÉAO) en communiquant avec un des représentants par téléphone au 418 646-0177 (pour les résidents de la région de Québec), ou au 1-877-336-7326 (pour tous les appels ailleurs au Québec), ou en consultant le site gouvernemental seao.gouv.qc.ca. Les documents peuvent être obtenus au coût établi par le SÉAO. [415, 1859, 737, 1959]
top-rule [66, 91, 1593, 93]
signature-name: Emmanuel Tani-Moore, avocat [781, 448, 925, 461]
promo-title: Avis légaux et appels d’offres [80, 1021, 311, 1042]
side-notice-title: Avis de clôture d’inventaire [1465, 181, 1592, 192]
